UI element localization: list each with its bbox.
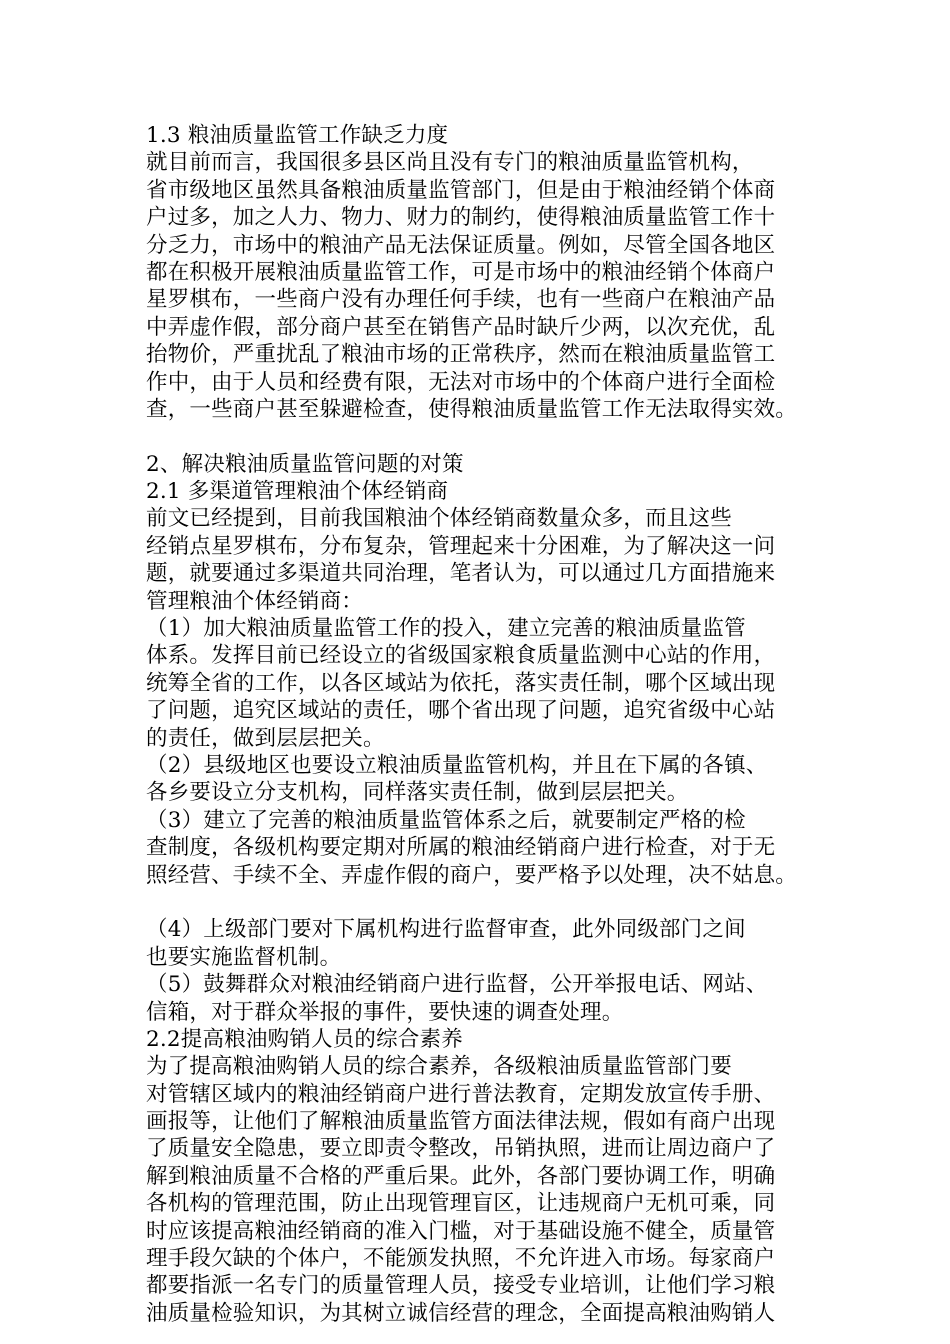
list-item-line: 统筹全省的工作，以各区域站为依托，落实责任制，哪个区域出现 xyxy=(146,670,776,696)
blank-line xyxy=(146,889,826,916)
blank-line xyxy=(146,423,826,450)
list-item-line: 体系。发挥目前已经设立的省级国家粮食质量监测中心站的作用， xyxy=(146,643,776,669)
list-item-line: （3）建立了完善的粮油质量监管体系之后，就要制定严格的检 xyxy=(146,807,746,833)
paragraph-line: 都要指派一名专门的质量管理人员，接受专业培训，让他们学习粮 xyxy=(146,1273,776,1299)
paragraph-line: 对管辖区域内的粮油经销商户进行普法教育，定期发放宣传手册、 xyxy=(146,1081,776,1107)
list-item-line: （2）县级地区也要设立粮油质量监管机构，并且在下属的各镇、 xyxy=(146,752,768,778)
list-item-line: （5）鼓舞群众对粮油经销商户进行监督，公开举报电话、网站、 xyxy=(146,972,768,998)
section-heading-2-1: 2.1 多渠道管理粮油个体经销商 xyxy=(146,479,449,505)
list-item-line: 各乡要设立分支机构，同样落实责任制，做到层层把关。 xyxy=(146,780,689,806)
paragraph-line: 为了提高粮油购销人员的综合素养，各级粮油质量监管部门要 xyxy=(146,1054,732,1080)
list-item-line: 了问题，追究区域站的责任，哪个省出现了问题，追究省级中心站 xyxy=(146,698,776,724)
paragraph-line: 油质量检验知识，为其树立诚信经营的理念，全面提高粮油购销人 xyxy=(146,1300,776,1326)
paragraph-line: 省市级地区虽然具备粮油质量监管部门，但是由于粮油经销个体商 xyxy=(146,177,776,203)
paragraph-line: 时应该提高粮油经销商的准入门槛，对于基础设施不健全，质量管 xyxy=(146,1218,776,1244)
list-item-line: 的责任，做到层层把关。 xyxy=(146,725,385,751)
paragraph-line: 题，就要通过多渠道共同治理，笔者认为，可以通过几方面措施来 xyxy=(146,561,776,587)
list-item-line: 也要实施监督机制。 xyxy=(146,944,342,970)
paragraph-line: 户过多，加之人力、物力、财力的制约，使得粮油质量监管工作十 xyxy=(146,205,776,231)
paragraph-line: 分乏力，市场中的粮油产品无法保证质量。例如，尽管全国各地区 xyxy=(146,232,776,258)
paragraph-line: 查，一些商户甚至躲避检查，使得粮油质量监管工作无法取得实效。 xyxy=(146,396,798,422)
section-heading-2: 2、解决粮油质量监管问题的对策 xyxy=(146,451,464,477)
paragraph-line: 解到粮油质量不合格的严重后果。此外，各部门要协调工作，明确 xyxy=(146,1163,776,1189)
paragraph-line: 前文已经提到，目前我国粮油个体经销商数量众多，而且这些 xyxy=(146,506,732,532)
paragraph-line: 管理粮油个体经销商： xyxy=(146,588,364,614)
list-item-line: 查制度，各级机构要定期对所属的粮油经销商户进行检查，对于无 xyxy=(146,835,776,861)
paragraph-line: 都在积极开展粮油质量监管工作，可是市场中的粮油经销个体商户 xyxy=(146,259,776,285)
list-item-line: （4）上级部门要对下属机构进行监督审查，此外同级部门之间 xyxy=(146,917,746,943)
paragraph-line: 画报等，让他们了解粮油质量监管方面法律法规，假如有商户出现 xyxy=(146,1109,776,1135)
paragraph-line: 经销点星罗棋布，分布复杂，管理起来十分困难，为了解决这一问 xyxy=(146,533,776,559)
paragraph-line: 各机构的管理范围，防止出现管理盲区，让违规商户无机可乘，同 xyxy=(146,1191,776,1217)
section-heading-1-3: 1.3 粮油质量监管工作缺乏力度 xyxy=(146,123,449,148)
paragraph-line: 抬物价，严重扰乱了粮油市场的正常秩序，然而在粮油质量监管工 xyxy=(146,342,776,368)
paragraph-line: 中弄虚作假，部分商户甚至在销售产品时缺斤少两，以次充优，乱 xyxy=(146,314,776,340)
list-item-line: 照经营、手续不全、弄虚作假的商户，要严格予以处理，决不姑息。 xyxy=(146,862,798,888)
paragraph-line: 作中，由于人员和经费有限，无法对市场中的个体商户进行全面检 xyxy=(146,369,776,395)
paragraph-line: 理手段欠缺的个体户，不能颁发执照，不允许进入市场。每家商户 xyxy=(146,1246,776,1272)
paragraph-line: 了质量安全隐患，要立即责令整改，吊销执照，进而让周边商户了 xyxy=(146,1136,776,1162)
paragraph-line: 就目前而言，我国很多县区尚且没有专门的粮油质量监管机构， xyxy=(146,150,754,176)
document-body xyxy=(146,122,826,1327)
list-item-line: （1）加大粮油质量监管工作的投入，建立完善的粮油质量监管 xyxy=(146,616,746,642)
section-heading-2-2: 2.2提高粮油购销人员的综合素养 xyxy=(146,1026,463,1052)
list-item-line: 信箱，对于群众举报的事件，要快速的调查处理。 xyxy=(146,999,624,1025)
paragraph-line: 星罗棋布，一些商户没有办理任何手续，也有一些商户在粮油产品 xyxy=(146,287,776,313)
